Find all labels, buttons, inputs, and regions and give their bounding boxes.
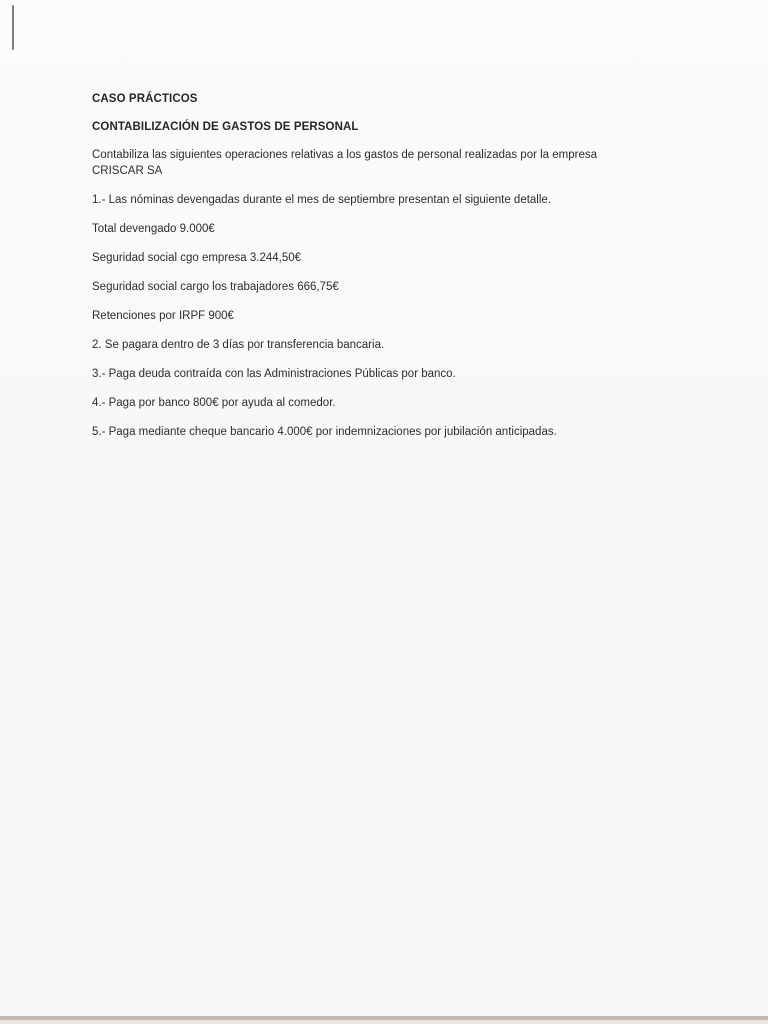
operation-4: 4.- Paga por banco 800€ por ayuda al comedor.	[92, 397, 336, 409]
section-heading: CONTABILIZACIÓN DE GASTOS DE PERSONAL	[92, 121, 359, 133]
operation-5: 5.- Paga mediante cheque bancario 4.000€ por indemnizaciones por jubilación anticipadas.	[92, 426, 557, 438]
document-content	[92, 91, 652, 453]
detail-ss-empresa: Seguridad social cgo empresa 3.244,50€	[92, 252, 302, 264]
intro-paragraph: Contabiliza las siguientes operaciones relativas a los gastos de personal realizadas por la empresa CRISCAR SA	[92, 149, 598, 177]
operation-2: 2. Se pagara dentro de 3 días por transferencia bancaria.	[92, 339, 385, 351]
detail-total-devengado: Total devengado 9.000€	[92, 223, 215, 235]
operation-1: 1.- Las nóminas devengadas durante el mes de septiembre presentan el siguiente detalle.	[92, 194, 552, 206]
detail-ss-trabajadores: Seguridad social cargo los trabajadores 666,75€	[92, 281, 339, 293]
case-heading: CASO PRÁCTICOS	[92, 93, 198, 105]
operation-3: 3.- Paga deuda contraída con las Administraciones Públicas por banco.	[92, 368, 456, 380]
page-bottom-edge	[0, 1016, 768, 1020]
detail-retenciones-irpf: Retenciones por IRPF 900€	[92, 310, 234, 322]
binder-hole-mark	[12, 5, 14, 50]
